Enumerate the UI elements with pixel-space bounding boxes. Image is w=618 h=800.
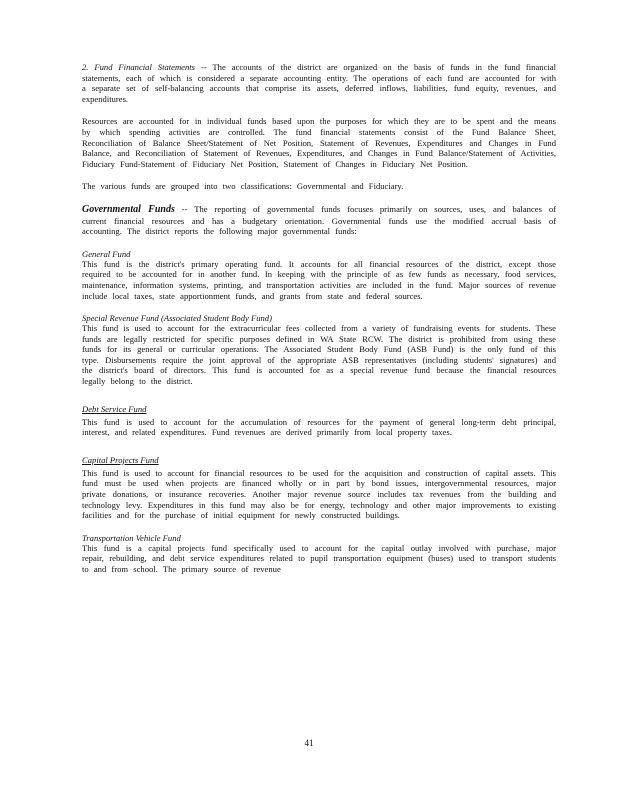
intro-paragraph (82, 62, 556, 104)
fund-financial-statements-heading: 2. Fund Financial Statements (82, 62, 196, 72)
debt-service-section (82, 399, 556, 438)
resources-section (82, 116, 556, 169)
capital-projects-heading: Capital Projects Fund (82, 454, 159, 465)
groups-paragraph: The various funds are grouped into two classifications: Governmental and Fiduciary. (82, 181, 404, 192)
governmental-text: -- The reporting of governmental funds focuses primarily on sources, uses, and balances of current financial resources and has a budgetary orientation. Governmental funds use the modified accrual basis of accounting. The district reports the following major governmental funds: (82, 203, 556, 237)
intro-text: -- The accounts of the district are organized on the basis of funds in the fund financial statements, each of which is considered a separate accounting entity. The operations of each fund are accounted for with a separate set of self-balancing accounts that comprise its assets, deferred inflows, liabilities, fund equity, revenues, and expenditures. (82, 62, 556, 104)
intro-section (82, 62, 556, 104)
debt-service-heading: Debt Service Fund (82, 403, 147, 414)
general-fund-section (82, 249, 556, 301)
transportation-section (82, 533, 556, 575)
asb-fund-paragraph: This fund is used to account for the extracurricular fees collected from a variety of fundraising events for students. These funds are legally restricted for specific purposes defined in WA State RCW. The district is prohibited from using these funds for its general or curricular operations. The Associated Student Body Fund (ASB Fund) is the only fund of this type. Disbursements require the joint approval of the appropriate ASB representatives (including students' signatures) and the district's board of directors. This fund is accounted for as a special revenue fund because the financial resources legally belong to the district. (82, 323, 556, 387)
governmental-paragraph (82, 204, 556, 237)
general-fund-paragraph: This fund is the district's primary operating fund. It accounts for all financial resources of the district, except those required to be accounted for in another fund. In keeping with the principle of as few funds as necessary, food services, maintenance, information systems, printing, and transportation activities are included in the fund. Major sources of revenue include local taxes, state apportionment funds, and grants from state and federal sources. (82, 258, 556, 301)
governmental-section (82, 204, 556, 237)
transportation-paragraph: This fund is a capital projects fund specifically used to account for the capital outlay involved with purchase, major repair, rebuilding, and debt service expenditures related to pupil transportation equipment (buses) used to transport students to and from school. The primary source of revenue (82, 542, 556, 574)
capital-projects-paragraph: This fund is used to account for financial resources to be used for the acquisition and construction of capital assets. This fund must be used when projects are financed wholly or in part by bond issues, intergovernmental resources, major private donations, or insurance recoveries. Another major revenue source includes tax revenues from the building and technology levy. Expenditures in this fund may also be for energy, technology and other major improvements to existing facilities and for the purchase of initial equipment for newly constructed buildings. (82, 467, 556, 521)
groups-section (82, 181, 556, 192)
resources-paragraph: Resources are accounted for in individual funds based upon the purposes for which they are to be spent and the means by which spending activities are controlled. The fund financial statements consist of the Fund Balance Sheet, Reconciliation of Balance Sheet/Statement of Net Position, Statement of Revenues, Expenditures and Changes in Fund Balance, and Reconciliation of Statement of Revenues, Expenditures, and Changes in Fund Balance/Statement of Activities, Fiduciary Fund-Statement of Fiduciary Net Position, Statement of Changes in Fiduciary Net Position. (82, 116, 556, 169)
transportation-heading: Transportation Vehicle Fund (82, 532, 181, 543)
debt-service-paragraph: This fund is used to account for the accumulation of resources for the payment of general long-term debt principal, interest, and related expenditures. Fund revenues are derived primarily from local property taxes. (82, 416, 556, 438)
capital-projects-section (82, 450, 556, 521)
asb-fund-heading: Special Revenue Fund (Associated Student Body Fund) (82, 313, 272, 324)
general-fund-heading: General Fund (82, 248, 131, 259)
governmental-funds-heading: Governmental Funds (82, 203, 175, 215)
asb-fund-section (82, 313, 556, 387)
page-number: 41 (304, 738, 314, 748)
